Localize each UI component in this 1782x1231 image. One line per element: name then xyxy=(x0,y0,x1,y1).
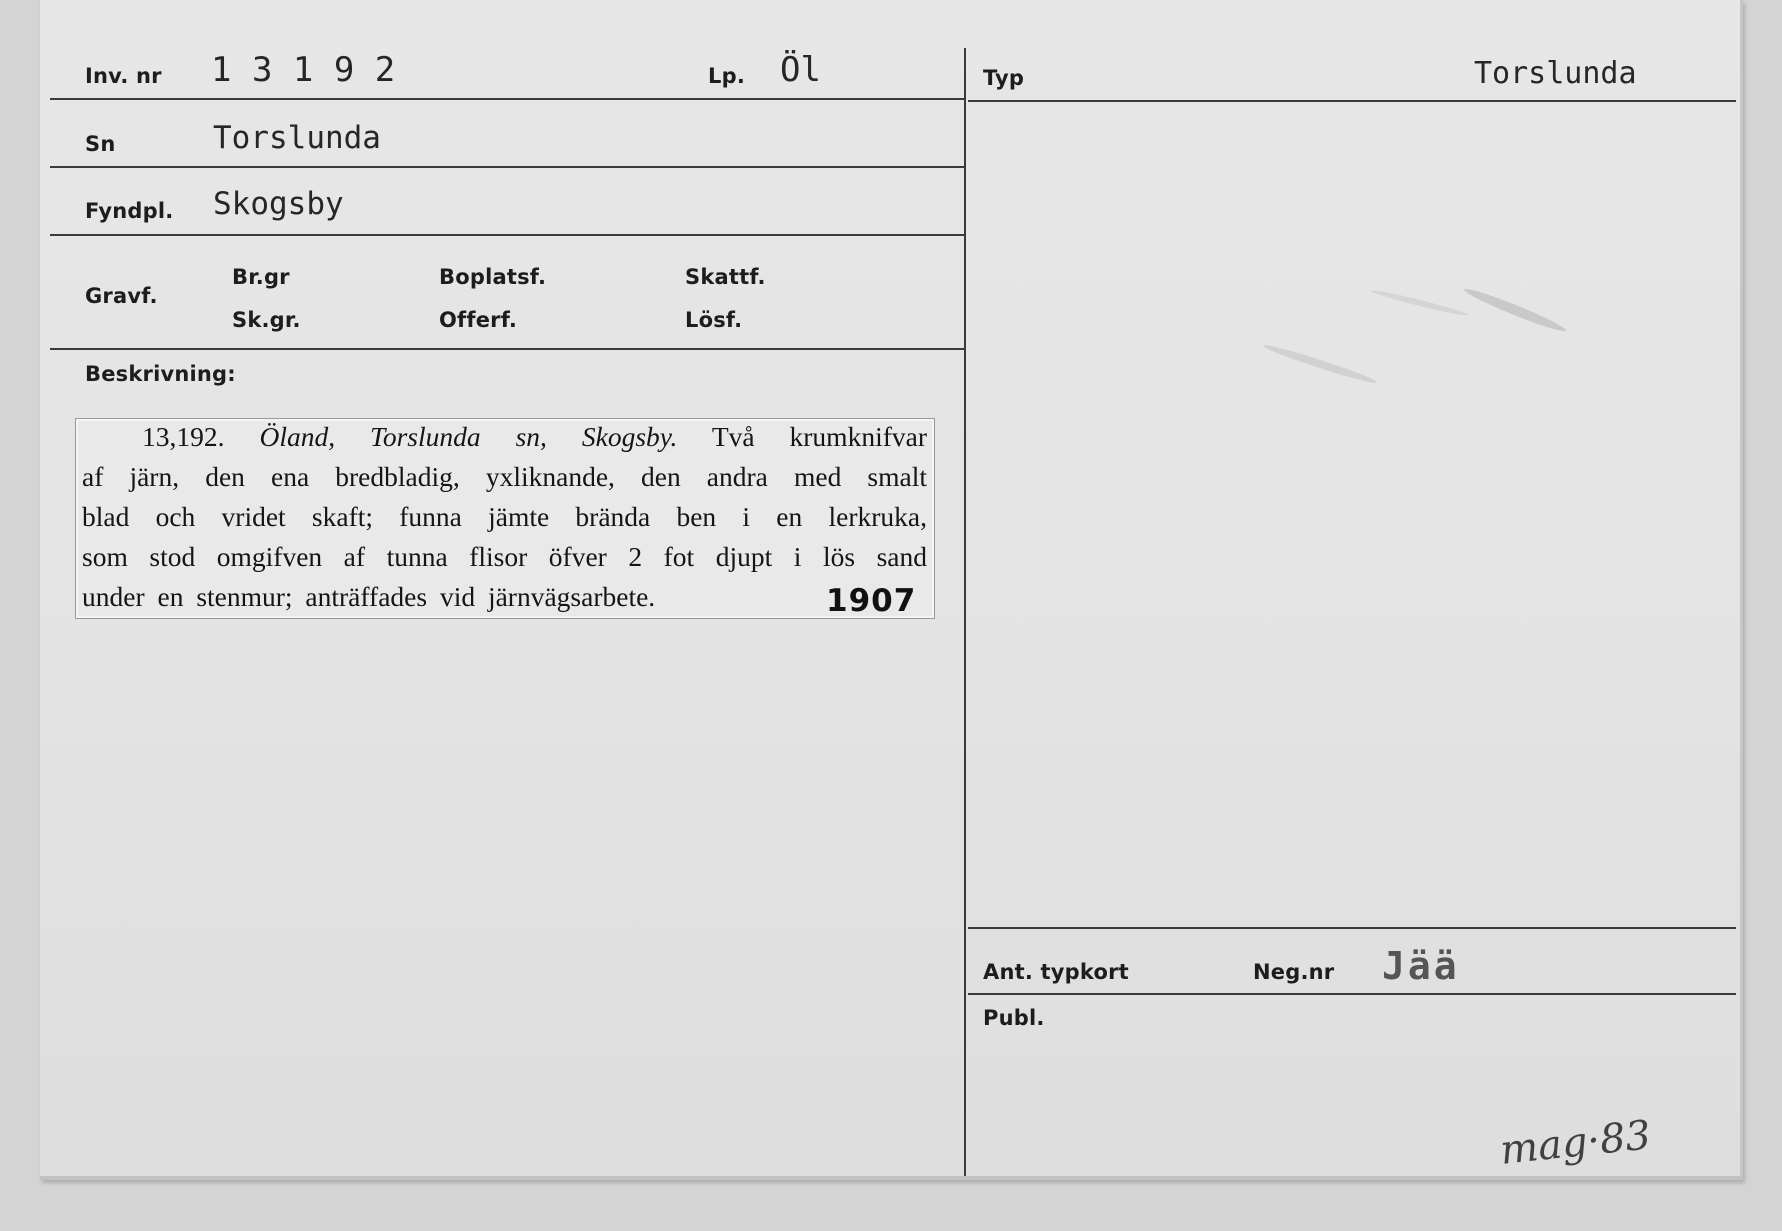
sn-value: Torslunda xyxy=(213,120,381,156)
rule-gravf xyxy=(50,348,964,350)
clipping-line-3: blad och vridet skaft; funna jämte brända ben i en lerkruka, xyxy=(82,501,927,532)
rule-ant-top xyxy=(968,927,1736,929)
rule-fyndpl xyxy=(50,234,964,236)
catalog-card xyxy=(40,0,1743,1180)
fyndpl-value: Skogsby xyxy=(213,186,344,222)
brgr-label: Br.gr xyxy=(232,265,290,289)
boplatsf-label: Boplatsf. xyxy=(439,265,547,289)
clipping-line-4: som stod omgifven af tunna flisor öfver 2 fot djupt i lös sand xyxy=(82,541,927,572)
losf-label: Lösf. xyxy=(685,308,743,332)
sn-label: Sn xyxy=(85,132,116,156)
clipping-line-2: af järn, den ena bredbladig, yxliknande, den andra med smalt xyxy=(82,461,927,492)
ant-typkort-label: Ant. typkort xyxy=(983,960,1129,984)
inv-nr-label: Inv. nr xyxy=(85,64,162,88)
skgr-label: Sk.gr. xyxy=(232,308,301,332)
typ-value: Torslunda xyxy=(1474,56,1637,91)
rule-typ xyxy=(968,100,1736,102)
column-divider xyxy=(964,48,966,1176)
fyndpl-label: Fyndpl. xyxy=(85,199,174,223)
beskrivning-label: Beskrivning: xyxy=(85,362,236,386)
rule-sn xyxy=(50,166,964,168)
smudge-mark xyxy=(1262,342,1379,387)
rule-inv xyxy=(50,98,964,100)
clipping-place: Öland, Torslunda sn, Skogsby. xyxy=(259,421,678,452)
offerf-label: Offerf. xyxy=(439,308,518,332)
clipping-line-1-rest: Två krumknifvar xyxy=(711,421,927,452)
publ-label: Publ. xyxy=(983,1006,1045,1030)
gravf-label: Gravf. xyxy=(85,284,158,308)
inv-nr-value: 1 3 1 9 2 xyxy=(211,50,396,90)
typ-label: Typ xyxy=(983,66,1025,90)
clipping-line-1 xyxy=(82,421,927,453)
clipping-number: 13,192. xyxy=(142,421,225,452)
rule-ant-bottom xyxy=(968,993,1736,995)
clipping-year: 1907 xyxy=(826,583,917,619)
lp-label: Lp. xyxy=(708,64,745,88)
handwritten-note: mag·83 xyxy=(1498,1112,1653,1174)
neg-nr-stamp: Jää xyxy=(1382,944,1460,988)
clipping-line-5: under en stenmur; anträffades vid järnvägsarbete. xyxy=(82,581,656,612)
smudge-mark xyxy=(1371,288,1469,318)
skattf-label: Skattf. xyxy=(685,265,766,289)
lp-value: Öl xyxy=(780,50,821,90)
description-clipping xyxy=(75,418,935,619)
smudge-mark xyxy=(1462,285,1568,335)
neg-nr-label: Neg.nr xyxy=(1253,960,1335,984)
